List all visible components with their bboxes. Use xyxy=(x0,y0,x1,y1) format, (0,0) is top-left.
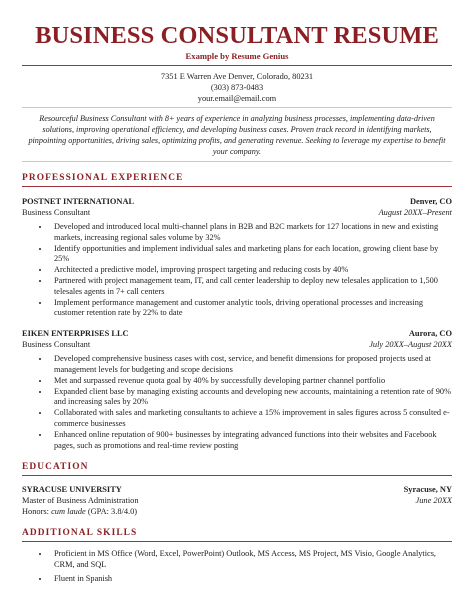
education-entry xyxy=(22,484,452,517)
contact-block xyxy=(22,66,452,107)
job-bullet: • Collaborated with sales and marketing consultants to achieve a 15% improvement in sales figures across 5 consulted e-commerce businesses xyxy=(50,408,452,430)
job-bullet: • Implement performance management and customer analytic tools, driving operational processes and increasing customer retention rate by 22% to date xyxy=(50,298,452,320)
resume-title: BUSINESS CONSULTANT RESUME xyxy=(35,22,439,49)
job-bullet: • Partnered with project management team, IT, and call center leadership to deploy new telesales application to 1,500 telesales agents in 7+ call centers xyxy=(50,276,452,298)
job-bullet: • Architected a predictive model, improving prospect targeting and reducing costs by 40% xyxy=(50,265,452,276)
skill-item: • Proficient in MS Office (Word, Excel, PowerPoint) Outlook, MS Access, MS Project, MS Visio, Google Analytics, CRM, and SQL xyxy=(50,549,452,571)
job-dates: August 20XX–Present xyxy=(378,208,452,217)
skills-rule xyxy=(22,541,452,542)
summary-rule xyxy=(22,161,452,162)
job-entry xyxy=(22,328,452,451)
experience-heading: PROFESSIONAL EXPERIENCE xyxy=(22,173,184,183)
skill-item: • Fluent in Spanish xyxy=(50,574,452,585)
job-role: Business Consultant xyxy=(22,340,91,350)
job-location: Aurora, CO xyxy=(408,329,452,339)
gpa-text: (GPA: 3.8/4.0) xyxy=(85,507,138,517)
contact-address: 7351 E Warren Ave Denver, Colorado, 80231 xyxy=(160,72,314,81)
job-bullets xyxy=(22,222,452,319)
education-rule xyxy=(22,475,452,476)
job-entry xyxy=(22,196,452,319)
job-dates: July 20XX–August 20XX xyxy=(369,340,452,350)
job-bullet: • Met and surpassed revenue quota goal by 40% by successfully developing partner channel portfolio xyxy=(50,376,452,387)
job-bullet: • Developed comprehensive business cases with cost, service, and benefit dimensions for proposed projects used at management levels for budgeting and scope decisions xyxy=(50,354,452,376)
job-role: Business Consultant xyxy=(22,208,91,217)
summary-text: Resourceful Business Consultant with 8+ years of experience in analyzing business processes, implementing data-driven solutions, improving operational efficiency, and developing business cases. Proven track record in identifying markets, pinpointing opportunities, driving sales, optimizing profits, and generating revenue. Seeking to leverage my expertise to benefit your company. xyxy=(28,114,446,156)
contact-phone: (303) 873-0483 xyxy=(210,83,264,92)
school-location: Syracuse, NY xyxy=(403,485,452,495)
job-bullet: • Identify opportunities and implement individual sales and marketing plans for each location, growing client base by 25% xyxy=(50,244,452,266)
job-company: POSTNET INTERNATIONAL xyxy=(22,197,135,206)
experience-rule xyxy=(22,186,452,187)
job-location: Denver, CO xyxy=(409,197,452,206)
school-name: SYRACUSE UNIVERSITY xyxy=(22,485,122,495)
job-company: EIKEN ENTERPRISES LLC xyxy=(22,329,129,339)
honors-line xyxy=(22,506,452,517)
job-bullet: • Expanded client base by managing existing accounts and developing new accounts, maintaining a retention rate of 90% and increasing sales by 20% xyxy=(50,387,452,409)
degree-date: June 20XX xyxy=(415,496,452,506)
skills-list xyxy=(22,549,452,584)
job-bullet: • Enhanced online reputation of 900+ businesses by integrating advanced functions into their websites and Facebook pages, such as promotions and real-time review posting xyxy=(50,430,452,452)
honors-value: cum laude xyxy=(51,507,86,517)
job-bullet: • Developed and introduced local multi-channel plans in B2B and B2C markets for 127 locations in new and existing markets, increasing regional sales volume by 32% xyxy=(50,222,452,244)
education-heading: EDUCATION xyxy=(22,462,89,473)
resume-subtitle: Example by Resume Genius xyxy=(185,51,289,61)
degree-name: Master of Business Administration xyxy=(22,496,139,506)
contact-email: your.email@email.com xyxy=(197,94,277,103)
skills-heading: ADDITIONAL SKILLS xyxy=(22,528,138,539)
job-bullets xyxy=(22,354,452,451)
honors-label: Honors: xyxy=(22,507,52,517)
